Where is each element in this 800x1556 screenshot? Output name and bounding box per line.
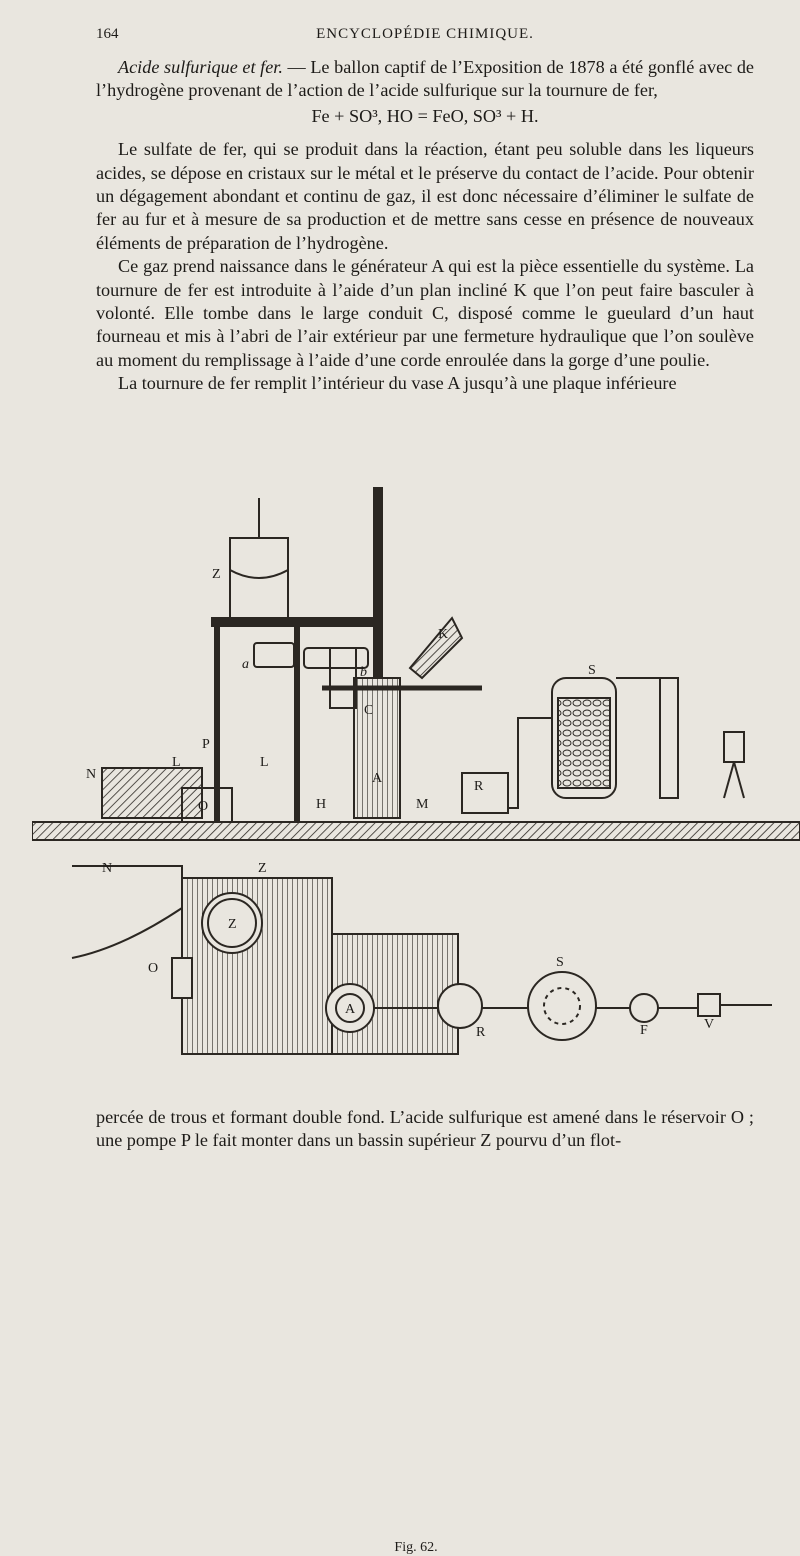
label-n: N (86, 767, 97, 782)
paragraph-lead: Acide sulfurique et fer. (118, 57, 283, 77)
label-o: O (198, 799, 209, 814)
label-z-plan: Z (258, 861, 267, 876)
paragraph-1-text: — Le ballon captif de l’Exposition de 1878 a été gonflé avec de l’hydrogène provenant de l’action de l’acide sulfurique sur la tournure de fer, (96, 57, 755, 101)
label-s-plan: S (556, 955, 564, 970)
label-n-plan: N (102, 861, 113, 876)
tank-n-plan (72, 866, 182, 958)
label-v: V (704, 1017, 715, 1032)
label-z: Z (212, 567, 221, 582)
incline-k (410, 618, 462, 678)
page-header (96, 26, 754, 48)
label-z-tank: Z (228, 917, 237, 932)
label-r: R (474, 779, 484, 794)
paragraph-5: percée de trous et formant double fond. L’acide sulfurique est amené dans le réservoir O ; une pompe P le fait monter dans un bassin supérieur Z pourvu d’un flot- (96, 1107, 754, 1151)
paragraph-1 (96, 56, 754, 103)
body-text-lower (96, 1106, 754, 1153)
generator-a (354, 678, 400, 818)
label-b: b (360, 665, 367, 680)
figure-caption: Fig. 62. (394, 1540, 438, 1555)
paragraph-4: La tournure de fer remplit l’intérieur du vase A jusqu’à une plaque inférieure (118, 373, 677, 394)
label-s: S (588, 663, 596, 678)
basin-b (304, 648, 368, 668)
label-r-plan: R (476, 1025, 486, 1040)
box-r (462, 773, 508, 813)
plan-view (72, 866, 772, 1054)
page-number: 164 (96, 26, 119, 42)
label-h: H (316, 797, 327, 812)
label-a: A (372, 771, 383, 786)
chimney-c (374, 488, 382, 678)
label-k: K (438, 627, 449, 642)
paragraph-2: Le sulfate de fer, qui se produit dans la réaction, étant peu soluble dans les liqueurs acides, se dépose en cristaux sur le métal et le préserve du contact de l’acide. Pour obtenir un dégagement abondant et continu de gaz, il est donc nécessaire d’éliminer le sulfate de fer au fur et à mesure de sa production et de mettre sans cesse en présence de nouveaux éléments de préparation de l’hydrogène. (96, 139, 754, 253)
label-l2: L (260, 755, 269, 770)
label-c: C (364, 703, 374, 718)
label-m: M (416, 797, 429, 812)
label-l1: L (172, 755, 181, 770)
label-p: P (202, 737, 210, 752)
paragraph-3: Ce gaz prend naissance dans le générateur A qui est la pièce essentielle du système. La tournure de fer est introduite à l’aide d’un plan incliné K que l’on peut faire basculer à volonté. Elle tombe dans le large conduit C, disposé comme le gueulard d’un haut fourneau et mis à l’abri de l’air extérieur par une fermeture hydraulique que l’on soulève au moment du remplissage à l’aide d’une corde enroulée dans la gorge d’une poulie. (96, 256, 754, 370)
body-text-upper (96, 56, 754, 396)
label-f: F (640, 1023, 648, 1038)
label-a-small: a (242, 657, 249, 672)
plan-platform (182, 878, 332, 1054)
label-a-plan: A (345, 1002, 356, 1017)
ground-line (32, 822, 800, 840)
elevation-view (32, 488, 800, 840)
purifier-s-plan (528, 972, 596, 1040)
label-o-plan: O (148, 961, 159, 976)
chemical-formula: Fe + SO³, HO = FeO, SO³ + H. (311, 105, 539, 126)
running-title: ENCYCLOPÉDIE CHIMIQUE. (316, 26, 534, 42)
apparatus-engraving (32, 478, 800, 1078)
acid-tank-n (102, 768, 202, 818)
